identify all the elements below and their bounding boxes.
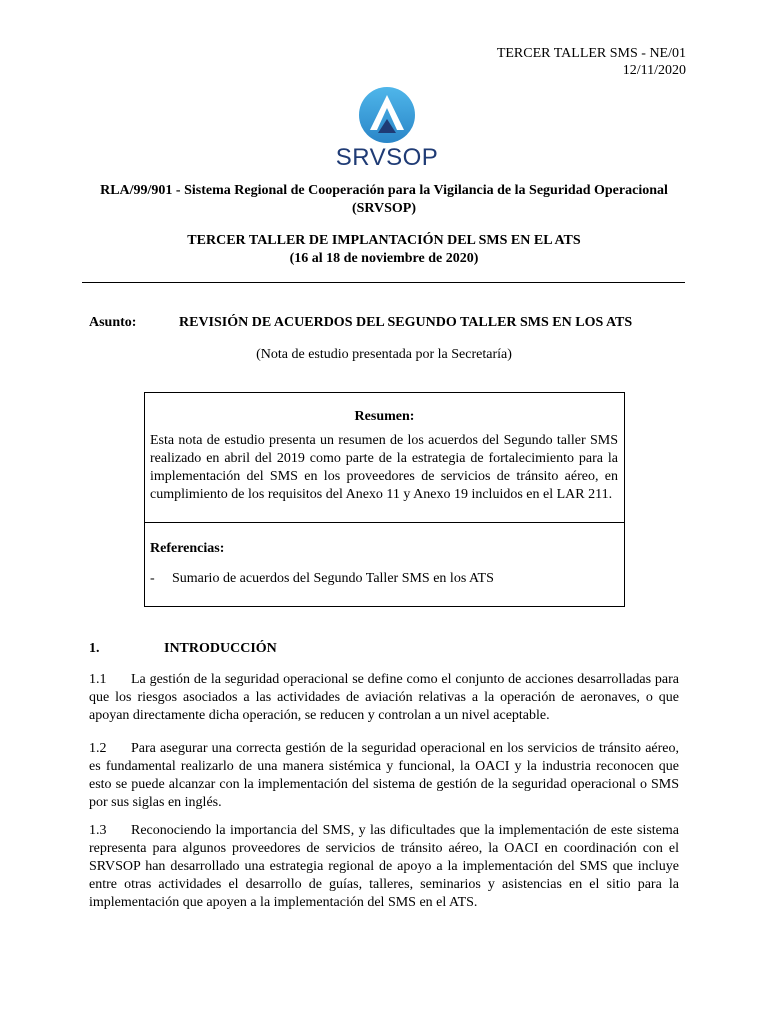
references-title: Referencias: (150, 541, 225, 556)
paragraph-text: Para asegurar una correcta gestión de la seguridad operacional en los servicios de tránsito aéreo, es fundamental realizarlo de una manera sistémica y funcional, la OACI y la industria reconocen que esto se puede alcanzar con la implementación del sistema de gestión de la seguridad operacional o SMS por sus siglas en inglés. (89, 741, 679, 810)
section-title: INTRODUCCIÓN (164, 641, 277, 656)
workshop-heading (80, 232, 688, 268)
paragraph-text: Reconociendo la importancia del SMS, y las dificultades que la implementación de este sistema representa para algunos proveedores de servicios de tránsito aéreo, la OACI en coordinación con el SRVSOP han desarrollado una estrategia regional de apoyo a la implementación del SMS que incluye entre otras actividades el desarrollo de guías, talleres, seminarios y asistencias en el sitio para la implementación que apoyen a la implementación del SMS en el ATS. (89, 823, 679, 910)
workshop-title: TERCER TALLER DE IMPLANTACIÓN DEL SMS EN EL ATS (187, 233, 581, 248)
reference-bullet: - (150, 571, 155, 586)
paragraph-text: La gestión de la seguridad operacional se define como el conjunto de acciones desarrolladas para que los riesgos asociados a las actividades de aviación relativas a la operación de aeronaves, o que apoyan directamente dicha operación, se reducen y controlan a un nivel aceptable. (89, 672, 679, 723)
summary-section (145, 393, 624, 523)
summary-box (144, 392, 625, 607)
section-number: 1. (89, 641, 100, 656)
reference-text: Sumario de acuerdos del Segundo Taller SMS en los ATS (172, 571, 494, 586)
logo-wordmark: SRVSOP (335, 144, 439, 171)
srvsop-emblem-icon (358, 86, 416, 144)
document-date: 12/11/2020 (622, 63, 686, 78)
paragraph-number: 1.2 (89, 741, 107, 756)
header-divider (82, 282, 685, 283)
summary-body: Esta nota de estudio presenta un resumen de los acuerdos del Segundo taller SMS realizado en abril del 2019 como parte de la estrategia de fortalecimiento para la implementación del SMS en los proveedores de servicios de tránsito aéreo, en cumplimiento de los requisitos del Anexo 11 y Anexo 19 incluidos en el LAR 211. (150, 433, 618, 502)
project-title: RLA/99/901 - Sistema Regional de Cooperación para la Vigilancia de la Seguridad Operacional (SRVSOP) (100, 183, 668, 216)
workshop-dates: (16 al 18 de noviembre de 2020) (289, 251, 479, 266)
reference-item (150, 570, 494, 588)
presentation-note: (Nota de estudio presentada por la Secretaría) (256, 347, 512, 362)
document-header (497, 45, 686, 79)
paragraph-number: 1.3 (89, 823, 107, 838)
subject-label: Asunto: (89, 315, 137, 330)
paragraph-number: 1.1 (89, 672, 107, 687)
summary-title: Resumen: (354, 409, 415, 424)
paragraph-1-3 (89, 822, 679, 912)
srvsop-logo (335, 86, 439, 172)
paragraph-1-2 (89, 740, 679, 812)
document-code: TERCER TALLER SMS - NE/01 (496, 46, 686, 61)
paragraph-1-1 (89, 671, 679, 725)
subject-text: REVISIÓN DE ACUERDOS DEL SEGUNDO TALLER SMS EN LOS ATS (179, 315, 633, 330)
